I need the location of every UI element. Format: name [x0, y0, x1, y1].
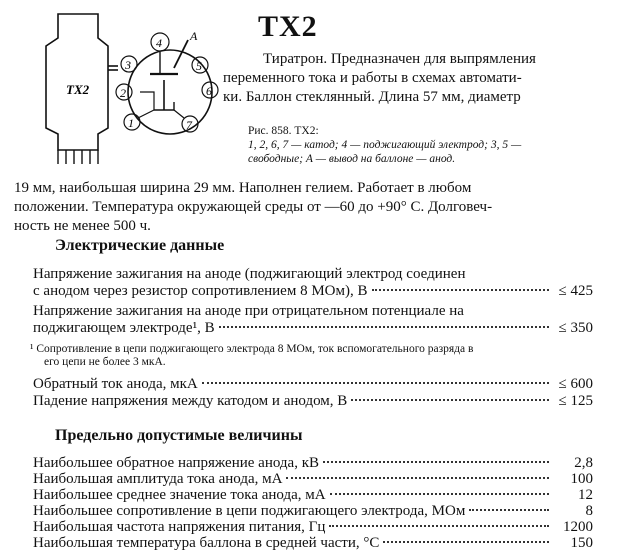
tube-label: ТХ2	[66, 82, 90, 97]
row-value: 100	[570, 471, 593, 487]
row-label: Наибольшая амплитуда тока анода, мА	[33, 471, 283, 487]
pin-label-3: 3	[125, 58, 131, 72]
footnote	[30, 343, 590, 369]
pin-label-7: 7	[186, 118, 192, 132]
ignition-negative-value: ≤ 350	[558, 320, 593, 336]
intro-line: ки. Баллон стеклянный. Длина 57 мм, диаметр	[223, 89, 521, 105]
footnote-line: ¹ Сопротивление в цепи поджигающего электрода 8 МОм, ток вспомогательного разряда в	[30, 343, 474, 355]
row-value: ≤ 600	[558, 376, 593, 392]
voltage-drop-row	[33, 393, 593, 410]
pin-label-2: 2	[120, 86, 126, 100]
description-line: положении. Температура окружающей среды от —60 до +90° С. Долговеч-	[14, 199, 493, 215]
leader-dots	[323, 460, 549, 463]
leader-dots	[351, 398, 549, 401]
pin-diagram	[112, 28, 228, 148]
limit-row	[33, 487, 593, 504]
tube-title: ТХ2	[258, 10, 318, 43]
limit-row	[33, 455, 593, 472]
leader-dots	[372, 288, 550, 291]
description-continuation	[14, 179, 599, 236]
intro-line: Тиратрон. Предназначен для выпрямления	[263, 51, 536, 67]
row-label: Наибольшее среднее значение тока анода, мА	[33, 487, 326, 503]
pin-label-6: 6	[206, 84, 212, 98]
entry-line: Напряжение зажигания на аноде (поджигающий электрод соединен	[33, 266, 466, 282]
intro-line: переменного тока и работы в схемах автомати-	[223, 70, 522, 86]
row-value: 8	[585, 503, 593, 519]
footnote-line: его цепи не более 3 мкА.	[44, 356, 166, 368]
ignition-anode-entry	[33, 266, 593, 300]
leader-dots	[469, 508, 549, 511]
row-label: Обратный ток анода, мкА	[33, 376, 198, 392]
leader-dots	[330, 492, 549, 495]
limit-row	[33, 471, 593, 488]
row-value: 150	[570, 535, 593, 551]
row-value: 2,8	[574, 455, 593, 471]
intro-paragraph	[223, 50, 593, 107]
leader-dots	[286, 476, 549, 479]
entry-line: поджигающем электроде¹, В	[33, 320, 215, 336]
ignition-anode-value: ≤ 425	[558, 283, 593, 299]
anode-label: А	[190, 29, 198, 43]
ignition-negative-entry	[33, 303, 593, 337]
row-label: Наибольшее сопротивление в цепи поджигающего электрода, МОм	[33, 503, 466, 519]
caption-line: свободные; А — вывод на баллоне — анод.	[248, 153, 456, 165]
figure-caption	[248, 124, 598, 166]
description-line: 19 мм, наибольшая ширина 29 мм. Наполнен гелием. Работает в любом	[14, 180, 472, 196]
pin-label-5: 5	[196, 59, 202, 73]
row-label: Падение напряжения между катодом и анодом, В	[33, 393, 348, 409]
caption-title: Рис. 858. ТХ2:	[248, 125, 319, 137]
row-label: Наибольшее обратное напряжение анода, кВ	[33, 455, 320, 471]
description-line: ность не менее 500 ч.	[14, 218, 151, 234]
entry-line: с анодом через резистор сопротивлением 8 МОм), В	[33, 283, 368, 299]
limit-row	[33, 503, 593, 520]
row-label: Наибольшая температура баллона в средней части, °С	[33, 535, 380, 551]
entry-line: Напряжение зажигания на аноде при отрицательном потенциале на	[33, 303, 464, 319]
limit-row	[33, 535, 593, 552]
leader-dots	[383, 540, 549, 543]
limit-row	[33, 519, 593, 536]
row-value: 12	[578, 487, 593, 503]
leader-dots	[202, 381, 549, 384]
row-value: ≤ 125	[558, 393, 593, 409]
leader-dots	[329, 524, 549, 527]
pin-label-1: 1	[128, 116, 134, 130]
row-value: 1200	[563, 519, 593, 535]
reverse-current-row	[33, 376, 593, 393]
leader-dots	[219, 325, 549, 328]
row-label: Наибольшая частота напряжения питания, Гц	[33, 519, 326, 535]
caption-line: 1, 2, 6, 7 — катод; 4 — поджигающий электрод; 3, 5 —	[248, 139, 522, 151]
limits-heading: Предельно допустимые величины	[55, 427, 303, 444]
pin-label-4: 4	[156, 36, 162, 50]
electrical-heading: Электрические данные	[55, 237, 225, 254]
